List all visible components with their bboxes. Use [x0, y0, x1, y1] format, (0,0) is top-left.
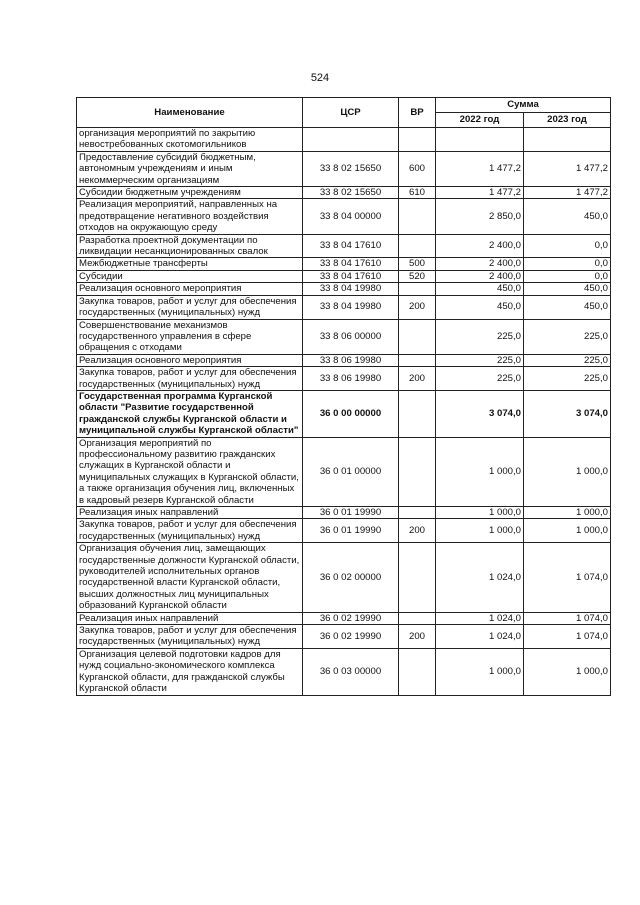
table-row: [77, 437, 611, 506]
row-amount-2022-cell: 2 400,0: [436, 270, 524, 282]
row-vr-cell: 520: [399, 270, 436, 282]
row-vr-cell: 200: [399, 625, 436, 649]
row-vr-cell: 500: [399, 258, 436, 270]
row-amount-2022-cell: [436, 128, 524, 152]
row-csr-cell: 33 8 06 19980: [303, 354, 399, 366]
row-amount-2023-cell: 0,0: [524, 258, 611, 270]
row-amount-2022-cell: 2 400,0: [436, 258, 524, 270]
row-vr-cell: [399, 319, 436, 354]
table-row: [77, 151, 611, 186]
row-amount-2022-cell: 450,0: [436, 283, 524, 295]
row-name-cell: Реализация иных направлений: [77, 507, 303, 519]
row-amount-2022-cell: 1 000,0: [436, 437, 524, 506]
row-name-cell: Субсидии бюджетным учреждениям: [77, 187, 303, 199]
row-vr-cell: [399, 507, 436, 519]
table-body: [77, 128, 611, 696]
table-row: [77, 199, 611, 234]
header-year-2023: 2023 год: [524, 113, 611, 128]
row-csr-cell: 33 8 04 00000: [303, 199, 399, 234]
row-name-cell: Закупка товаров, работ и услуг для обеспечения государственных (муниципальных) нужд: [77, 295, 303, 319]
row-csr-cell: 33 8 04 17610: [303, 270, 399, 282]
row-csr-cell: 33 8 04 17610: [303, 258, 399, 270]
table-row: [77, 612, 611, 624]
row-vr-cell: 200: [399, 519, 436, 543]
table-row: [77, 319, 611, 354]
table-row: [77, 625, 611, 649]
row-amount-2022-cell: 225,0: [436, 367, 524, 391]
row-csr-cell: 36 0 01 19990: [303, 519, 399, 543]
row-name-cell: Закупка товаров, работ и услуг для обеспечения государственных (муниципальных) нужд: [77, 519, 303, 543]
row-csr-cell: 36 0 02 00000: [303, 543, 399, 612]
row-name-cell: Совершенствование механизмов государственного управления в сфере обращения с отходами: [77, 319, 303, 354]
row-name-cell: Разработка проектной документации по ликвидации несанкционированных свалок: [77, 234, 303, 258]
row-vr-cell: [399, 648, 436, 695]
row-vr-cell: [399, 390, 436, 437]
row-name-cell: Реализация мероприятий, направленных на предотвращение негативного воздействия отходов на окружающую среду: [77, 199, 303, 234]
row-amount-2023-cell: 225,0: [524, 319, 611, 354]
table-row: [77, 390, 611, 437]
row-name-cell: Организация обучения лиц, замещающих государственные должности Курганской области, руководителей исполнительных органов государственной власти Курганской области, высших должностных лиц муниципальных образований Курганской области: [77, 543, 303, 612]
table-row: [77, 234, 611, 258]
row-vr-cell: [399, 612, 436, 624]
row-csr-cell: 36 0 01 00000: [303, 437, 399, 506]
row-csr-cell: 33 8 06 00000: [303, 319, 399, 354]
table-row: [77, 507, 611, 519]
row-vr-cell: [399, 128, 436, 152]
header-vr: ВР: [399, 98, 436, 128]
row-vr-cell: [399, 543, 436, 612]
table-row: [77, 128, 611, 152]
row-amount-2022-cell: 3 074,0: [436, 390, 524, 437]
row-amount-2022-cell: 225,0: [436, 354, 524, 366]
table-row: [77, 187, 611, 199]
row-vr-cell: [399, 354, 436, 366]
row-amount-2023-cell: 0,0: [524, 270, 611, 282]
row-csr-cell: 33 8 04 19980: [303, 283, 399, 295]
row-amount-2022-cell: 1 477,2: [436, 151, 524, 186]
row-amount-2023-cell: 1 074,0: [524, 543, 611, 612]
row-csr-cell: 36 0 01 19990: [303, 507, 399, 519]
row-amount-2023-cell: 1 477,2: [524, 151, 611, 186]
row-amount-2022-cell: 1 000,0: [436, 648, 524, 695]
row-csr-cell: 33 8 04 17610: [303, 234, 399, 258]
row-name-cell: Реализация основного мероприятия: [77, 283, 303, 295]
row-amount-2023-cell: 1 074,0: [524, 612, 611, 624]
row-name-cell: Государственная программа Курганской области "Развитие государственной гражданской службы Курганской области и муниципальной службы Курганской области": [77, 390, 303, 437]
row-csr-cell: 36 0 02 19990: [303, 612, 399, 624]
header-year-2022: 2022 год: [436, 113, 524, 128]
row-amount-2022-cell: 1 024,0: [436, 612, 524, 624]
row-vr-cell: 600: [399, 151, 436, 186]
row-vr-cell: [399, 199, 436, 234]
row-csr-cell: 36 0 00 00000: [303, 390, 399, 437]
row-amount-2022-cell: 225,0: [436, 319, 524, 354]
row-amount-2022-cell: 1 024,0: [436, 625, 524, 649]
row-amount-2023-cell: 450,0: [524, 199, 611, 234]
row-amount-2023-cell: 1 000,0: [524, 507, 611, 519]
row-amount-2022-cell: 1 000,0: [436, 507, 524, 519]
row-csr-cell: 33 8 02 15650: [303, 151, 399, 186]
row-amount-2023-cell: 1 000,0: [524, 648, 611, 695]
row-amount-2023-cell: 0,0: [524, 234, 611, 258]
row-csr-cell: 33 8 04 19980: [303, 295, 399, 319]
row-amount-2023-cell: 1 000,0: [524, 519, 611, 543]
table-row: [77, 258, 611, 270]
row-name-cell: Организация целевой подготовки кадров для нужд социально-экономического комплекса Курганской области, для гражданской службы Курганской области: [77, 648, 303, 695]
row-name-cell: Реализация иных направлений: [77, 612, 303, 624]
row-amount-2022-cell: 1 477,2: [436, 187, 524, 199]
row-vr-cell: [399, 234, 436, 258]
row-amount-2023-cell: [524, 128, 611, 152]
row-vr-cell: 610: [399, 187, 436, 199]
row-amount-2022-cell: 450,0: [436, 295, 524, 319]
table-row: [77, 648, 611, 695]
row-amount-2022-cell: 1 000,0: [436, 519, 524, 543]
table-row: [77, 354, 611, 366]
row-amount-2023-cell: 1 000,0: [524, 437, 611, 506]
row-name-cell: Организация мероприятий по профессиональному развитию гражданских служащих в Курганской области и муниципальных служащих в Курганской области, а также организация обучения лиц, включенных в кадровый резерв Курганской области: [77, 437, 303, 506]
row-csr-cell: [303, 128, 399, 152]
row-name-cell: организация мероприятий по закрытию невостребованных скотомогильников: [77, 128, 303, 152]
row-name-cell: Закупка товаров, работ и услуг для обеспечения государственных (муниципальных) нужд: [77, 367, 303, 391]
row-amount-2023-cell: 450,0: [524, 295, 611, 319]
row-name-cell: Межбюджетные трансферты: [77, 258, 303, 270]
budget-table: [76, 97, 611, 696]
row-amount-2022-cell: 1 024,0: [436, 543, 524, 612]
row-csr-cell: 33 8 02 15650: [303, 187, 399, 199]
row-amount-2023-cell: 1 074,0: [524, 625, 611, 649]
row-vr-cell: 200: [399, 295, 436, 319]
header-csr: ЦСР: [303, 98, 399, 128]
row-name-cell: Закупка товаров, работ и услуг для обеспечения государственных (муниципальных) нужд: [77, 625, 303, 649]
row-csr-cell: 36 0 02 19990: [303, 625, 399, 649]
row-amount-2022-cell: 2 400,0: [436, 234, 524, 258]
row-amount-2023-cell: 225,0: [524, 354, 611, 366]
table-row: [77, 519, 611, 543]
table-row: [77, 367, 611, 391]
row-amount-2023-cell: 225,0: [524, 367, 611, 391]
row-vr-cell: [399, 283, 436, 295]
row-amount-2022-cell: 2 850,0: [436, 199, 524, 234]
row-vr-cell: [399, 437, 436, 506]
row-csr-cell: 33 8 06 19980: [303, 367, 399, 391]
table-row: [77, 270, 611, 282]
row-csr-cell: 36 0 03 00000: [303, 648, 399, 695]
table-row: [77, 295, 611, 319]
row-name-cell: Предоставление субсидий бюджетным, автономным учреждениям и иным некоммерческим организациям: [77, 151, 303, 186]
row-amount-2023-cell: 450,0: [524, 283, 611, 295]
row-amount-2023-cell: 3 074,0: [524, 390, 611, 437]
row-vr-cell: 200: [399, 367, 436, 391]
header-name: Наименование: [77, 98, 303, 128]
row-name-cell: Субсидии: [77, 270, 303, 282]
row-name-cell: Реализация основного мероприятия: [77, 354, 303, 366]
table-row: [77, 283, 611, 295]
table-row: [77, 543, 611, 612]
page-number: 524: [310, 72, 330, 84]
header-sum: Сумма: [436, 98, 611, 113]
row-amount-2023-cell: 1 477,2: [524, 187, 611, 199]
